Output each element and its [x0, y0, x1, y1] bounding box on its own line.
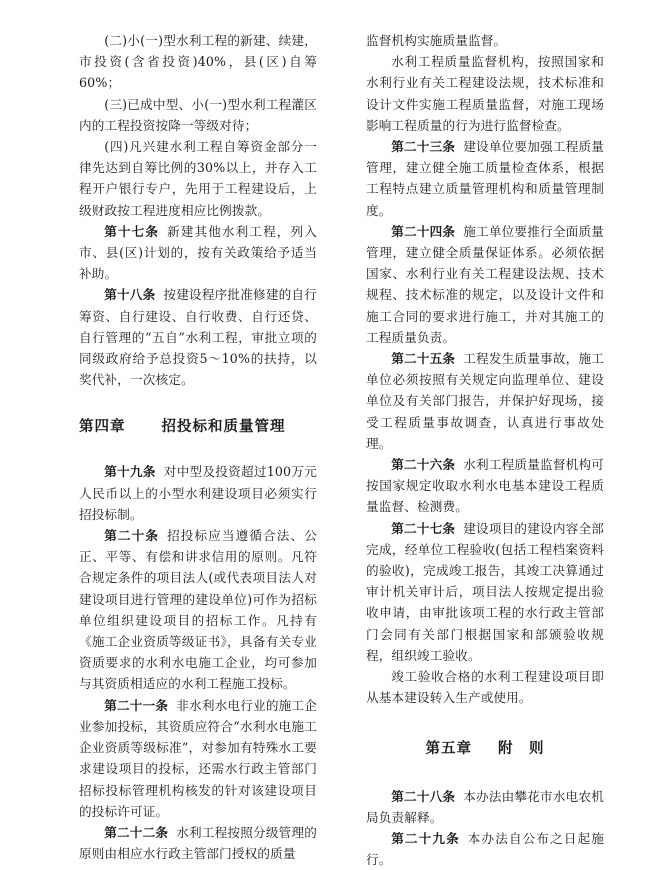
- article-20: [79, 525, 317, 695]
- article-23-text: 建设单位要加强工程质量管理，建立健全施工质量检查体系，根据工程特点建立质量管理机构和质量管理制度。: [366, 139, 605, 218]
- article-20-label: 第二十条: [104, 528, 160, 544]
- article-19-text: 对中型及投资超过100万元人民币以上的小型水利建设项目必须实行招投标制。: [79, 464, 317, 522]
- article-23: [366, 136, 604, 221]
- article-29: [366, 828, 604, 870]
- article-24-text: 施工单位要推行全面质量管理，建立健全质量保证体系。必须依据国家、水利行业有关工程建设法规、技术规程、技术标准的规定，以及设计文件和施工合同的要求进行施工，并对其施工的工程质量负责。: [366, 223, 605, 345]
- clause-3: (三)已成中型、小(一)型水利工程灌区内的工程投资按降一等级对待；: [79, 96, 317, 133]
- article-25: [366, 348, 604, 454]
- quality-supervision-paragraph: 水利工程质量监督机构，按照国家和水利行业有关工程建设法规，技术标准和设计文件实施工程质量监督，对施工现场影响工程质量的行为进行监督检查。: [366, 54, 604, 133]
- article-17: [79, 221, 317, 285]
- article-21-label: 第二十一条: [104, 697, 169, 713]
- acceptance-paragraph: 竣工验收合格的水利工程建设项目即从基本建设转入生产或使用。: [366, 669, 604, 706]
- article-19-label: 第十九条: [104, 464, 156, 480]
- article-22-label: 第二十二条: [104, 824, 169, 840]
- article-26: [366, 454, 604, 518]
- article-25-text: 工程发生质量事故，施工单位必须按照有关规定向监理单位、建设单位及有关部门报告，并保护好现场，接受工程质量事故调查，认真进行事故处理。: [366, 351, 605, 451]
- clause-4: (四)凡兴建水利工程自筹资金部分一律先达到自筹比例的30%以上，并存入工程开户银行专户，先用于工程建设后，上级财政按工程进度相应比例拨款。: [79, 139, 317, 218]
- article-27-label: 第二十七条: [391, 520, 456, 536]
- article-28: [366, 786, 604, 828]
- article-27: [366, 518, 604, 666]
- article-24-label: 第二十四条: [391, 223, 456, 239]
- article-17-label: 第十七条: [104, 223, 160, 239]
- article-19: [79, 461, 317, 525]
- right-column: [366, 30, 604, 870]
- chapter-5-title: 附 则: [498, 739, 545, 757]
- chapter-4-heading: [79, 415, 317, 436]
- chapter-4-title: 招投标和质量管理: [161, 418, 286, 436]
- article-27-text: 建设项目的建设内容全部完成，经单位工程验收(包括工程档案资料的验收)，完成竣工报告，其竣工决算通过审计机关审计后，项目法人按规定提出验收申请，由审批该项工程的水行政主管部门会同有关部门根据国家和部颁验收规程，组织竣工验收。: [366, 520, 605, 663]
- article-26-text: 水利工程质量监督机构可按国家规定收取水利水电基本建设工程质量监督、检测费。: [366, 457, 605, 515]
- chapter-4-number: 第四章: [79, 418, 126, 436]
- article-28-label: 第二十八条: [391, 788, 456, 804]
- article-17-text: 新建其他水利工程，列入市、县(区)计划的，按有关政策给予适当补助。: [79, 223, 317, 282]
- article-18: [79, 284, 317, 390]
- article-29-label: 第二十九条: [391, 830, 460, 846]
- article-29-text: 本办法自公布之日起施行。: [366, 830, 605, 868]
- chapter-5-number: 第五章: [425, 739, 472, 757]
- article-18-text: 按建设程序批准修建的自行筹资、自行建设、自行收费、自行还贷、自行管理的“五自”水利工程，审批立项的同级政府给予总投资5～10%的扶持，以奖代补，一次核定。: [79, 287, 317, 388]
- article-23-label: 第二十三条: [391, 139, 456, 155]
- left-column: [79, 30, 317, 864]
- article-20-text: 招投标应当遵循合法、公正、平等、有偿和讲求信用的原则。凡符合规定条件的项目法人(或代表项目法人对建设项目进行管理的建设单位)可作为招标单位组织建设项目的招标工作。凡持有《施工企业资质等级证书》，具备有关专业资质要求的水利水电施工企业，均可参加与其资质相适应的水利工程施工投标。: [79, 528, 317, 692]
- chapter-5-heading: [366, 737, 604, 758]
- article-22: [79, 822, 317, 864]
- article-22-continued: 监督机构实施质量监督。: [366, 33, 507, 48]
- article-28-text: 本办法由攀花市水电农机局负责解释。: [366, 788, 605, 825]
- article-21: [79, 695, 317, 822]
- article-18-label: 第十八条: [104, 287, 156, 303]
- clause-2: (二)小(一)型水利工程的新建、续建，市投资(含省投资)40%，县(区)自筹60%；: [79, 33, 317, 91]
- article-22-text: 水利工程按照分级管理的原则由相应水行政主管部门授权的质量: [79, 824, 318, 862]
- article-26-label: 第二十六条: [391, 457, 456, 473]
- article-25-label: 第二十五条: [391, 351, 456, 367]
- article-24: [366, 221, 604, 348]
- article-21-text: 非水利水电行业的施工企业参加投标，其资质应符合“水利水电施工企业资质等级标准”，对参加有特殊水工要求建设项目的投标，还需水行政主管部门招标投标管理机构核发的针对该建设项目的投标许可证。: [79, 697, 318, 819]
